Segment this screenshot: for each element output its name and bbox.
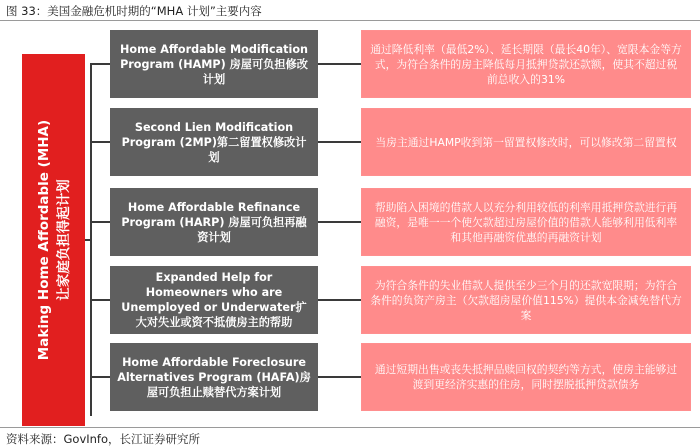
tree-spine (90, 63, 92, 416)
figure-caption: 图 33：美国金融危机时期的“MHA 计划”主要内容 (6, 4, 262, 18)
program-box-expanded-help (110, 266, 318, 334)
description-box-2mp (361, 108, 691, 176)
program-description: 通过降低利率（最低2%）、延长期限（最长40年）、宽限本金等方式，为符合条件的房主降低每月抵押贷款还款额，使其不超过税前总收入的31% (370, 42, 682, 86)
description-box-hamp (361, 30, 691, 98)
program-name: Second Lien Modification Program (2MP)第二留置权修改计划 (121, 120, 307, 164)
program-box-harp (110, 188, 318, 256)
program-name: Expanded Help for Homeowners who are Unemployed or Underwater扩大对失业或资不抵债房主的帮助 (121, 271, 307, 329)
description-box-hafa (361, 343, 691, 411)
program-name: Home Affordable Modification Program (HAMP) 房屋可负担修改计划 (120, 42, 308, 86)
branch-connector (91, 221, 110, 223)
mha-root-label (34, 60, 74, 420)
program-to-description-connector (318, 63, 361, 65)
branch-connector (91, 141, 110, 143)
bottom-rule (0, 427, 700, 428)
program-description: 通过短期出售或丧失抵押品赎回权的契约等方式，使房主能够过渡到更经济实惠的住房，同时摆脱抵押贷款债务 (374, 363, 678, 391)
branch-connector (91, 63, 110, 65)
program-box-2mp (110, 108, 318, 176)
description-box-harp (361, 188, 691, 256)
mha-root-title-zh: 让家庭负担得起计划 (55, 179, 72, 301)
top-rule (0, 20, 700, 21)
program-to-description-connector (318, 376, 361, 378)
program-box-hafa (110, 343, 318, 411)
source-note: 资料来源：GovInfo，长江证券研究所 (6, 432, 201, 446)
program-to-description-connector (318, 221, 361, 223)
branch-connector (91, 299, 110, 301)
description-box-expanded-help (361, 266, 691, 334)
program-to-description-connector (318, 299, 361, 301)
program-description: 帮助陷入困境的借款人以充分利用较低的利率用抵押贷款进行再融资，是唯一一个使欠款超过房屋价值的借款人能够利用低利率和其他再融资优惠的再融资计划 (374, 200, 678, 244)
mha-root-box (22, 54, 85, 426)
mha-root-title-en: Making Home Affordable (MHA) (35, 119, 52, 361)
program-description: 为符合条件的失业借款人提供至少三个月的还款宽限期；为符合条件的负资产房主（欠款超房屋价值115%）提供本金减免替代方案 (370, 278, 682, 322)
program-description: 当房主通过HAMP收到第一留置权修改时，可以修改第二留置权 (375, 135, 677, 149)
program-to-description-connector (318, 141, 361, 143)
program-name: Home Affordable Refinance Program (HARP) 房屋可负担再融资计划 (121, 200, 307, 244)
branch-connector (91, 376, 110, 378)
program-box-hamp (110, 30, 318, 98)
program-name: Home Affordable Foreclosure Alternatives Program (HAFA)房屋可负担止赎替代方案计划 (117, 355, 311, 399)
